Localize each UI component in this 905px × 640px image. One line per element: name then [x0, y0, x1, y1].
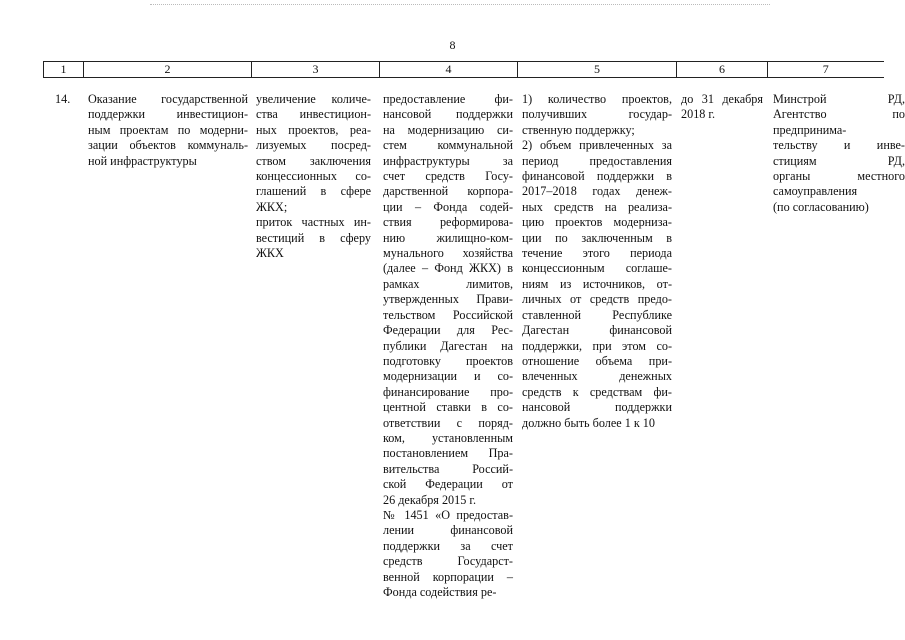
cell-line: тельству и инве- — [773, 138, 905, 153]
cell-line: ции – Фонда содей- — [383, 199, 513, 214]
cell-line: получивших государ- — [522, 107, 672, 122]
cell-line: лении финансовой — [383, 523, 513, 538]
cell-line: венной корпорации – — [383, 569, 513, 584]
cell-line: дарственной корпора- — [383, 184, 513, 199]
cell-line: (по согласованию) — [773, 199, 869, 214]
cell-line: Дагестан финансовой — [522, 323, 672, 338]
cell-line: 2) объем привлеченных за — [522, 138, 672, 153]
cell-line: должно быть более 1 к 10 — [522, 415, 655, 430]
page-number: 8 — [449, 38, 456, 52]
cell-line: поддержки инвестицион- — [88, 107, 248, 122]
cell-line: средств Государст- — [383, 554, 513, 569]
header-cell-4: 4 — [380, 62, 518, 78]
cell-line: течение этого периода — [522, 246, 672, 261]
cell-line: ством заключения — [256, 153, 371, 168]
cell-line: нансовой поддержки — [522, 400, 672, 415]
header-cell-7: 7 — [768, 62, 884, 78]
cell-line: вестиций в сферу — [256, 230, 371, 245]
cell-line: ства инвестицион- — [256, 107, 371, 122]
cell-line: предпринима- — [773, 122, 847, 137]
cell-line: модернизации и со- — [383, 369, 513, 384]
cell-line: вительства Россий- — [383, 461, 513, 476]
cell-line: (далее – Фонд ЖКХ) в — [383, 261, 513, 276]
cell-line: влеченных денежных — [522, 369, 672, 384]
cell-line: ЖКХ — [256, 246, 284, 261]
cell-line: Фонда содействия ре- — [383, 585, 497, 599]
indicator-cell — [522, 92, 672, 431]
cell-line: концессионных со- — [256, 169, 371, 184]
cell-line: ных проектов, реа- — [256, 122, 371, 137]
deadline-cell — [681, 92, 763, 123]
cell-line: ной инфраструктуры — [88, 153, 197, 168]
cell-line: мунального хозяйства — [383, 246, 513, 261]
cell-line: органы местного — [773, 169, 905, 184]
cell-line: 26 декабря 2015 г. — [383, 492, 477, 507]
cell-line: стициям РД, — [773, 153, 905, 168]
cell-line: на модернизацию си- — [383, 122, 513, 137]
cell-line: цию проектов модерниза- — [522, 215, 672, 230]
cell-line: личных от средств предо- — [522, 292, 672, 307]
cell-line: рамках лимитов, — [383, 276, 513, 291]
cell-line: увеличение количе- — [256, 92, 371, 106]
cell-line: поддержки, при этом со- — [522, 338, 672, 353]
cell-line: отношение объема при- — [522, 353, 672, 368]
cell-line: подготовку проектов — [383, 353, 513, 368]
measure-name-cell — [88, 92, 248, 169]
cell-line: утвержденных Прави- — [383, 292, 513, 307]
cell-line: нансовой поддержки — [383, 107, 513, 122]
cell-line: ком, установленным — [383, 430, 513, 445]
cell-line: Агентство по — [773, 107, 905, 122]
cell-line: 1) количество проектов, — [522, 92, 672, 106]
cell-line: ЖКХ; — [256, 199, 288, 214]
mechanism-cell — [383, 92, 513, 600]
expected-result-cell — [256, 92, 371, 261]
cell-line: постановлением Пра- — [383, 446, 513, 461]
cell-line: ниям из источников, от- — [522, 276, 672, 291]
cell-line: предоставление фи- — [383, 92, 513, 106]
cell-line: Минстрой РД, — [773, 92, 905, 106]
cell-line: ции по заключенным в — [522, 230, 672, 245]
responsible-cell — [773, 92, 905, 215]
cell-line: инфраструктуры за — [383, 153, 513, 168]
cell-line: ответствии с поряд- — [383, 415, 513, 430]
cell-line: глашений в сфере — [256, 184, 371, 199]
row-number: 14. — [55, 92, 71, 106]
cell-line: ской Федерации от — [383, 477, 513, 492]
header-cell-3: 3 — [252, 62, 380, 78]
cell-line: центной ставки в со- — [383, 400, 513, 415]
cell-line: самоуправления — [773, 184, 858, 199]
cell-line: № 1451 «О предостав- — [383, 507, 513, 522]
column-number-header — [43, 61, 884, 78]
cell-line: ным проектам по модерни- — [88, 122, 248, 137]
cell-line: поддержки за счет — [383, 538, 513, 553]
cell-line: счет средств Госу- — [383, 169, 513, 184]
cell-line: ных средств на реализа- — [522, 199, 672, 214]
cell-line: концессионным соглаше- — [522, 261, 672, 276]
cell-line: 2018 г. — [681, 107, 716, 122]
cell-line: период предоставления — [522, 153, 672, 168]
scan-artifact-line — [150, 4, 770, 6]
cell-line: публики Дагестан на — [383, 338, 513, 353]
cell-line: лизуемых посред- — [256, 138, 371, 153]
cell-line: нию жилищно-ком- — [383, 230, 513, 245]
cell-line: приток частных ин- — [256, 215, 371, 230]
cell-line: стем коммунальной — [383, 138, 513, 153]
cell-line: до 31 декабря — [681, 92, 763, 106]
cell-line: Оказание государственной — [88, 92, 248, 106]
cell-line: финансирование про- — [383, 384, 513, 399]
header-cell-6: 6 — [677, 62, 768, 78]
cell-line: тельством Российской — [383, 307, 513, 322]
cell-line: средств к средствам фи- — [522, 384, 672, 399]
header-cell-2: 2 — [84, 62, 252, 78]
cell-line: ственную поддержку; — [522, 122, 635, 137]
cell-line: зации объектов коммуналь- — [88, 138, 248, 153]
cell-line: финансовой поддержки в — [522, 169, 672, 184]
header-cell-5: 5 — [518, 62, 677, 78]
header-cell-1: 1 — [44, 62, 84, 78]
cell-line: Федерации для Рес- — [383, 323, 513, 338]
cell-line: 2017–2018 годах денеж- — [522, 184, 672, 199]
cell-line: ствия реформирова- — [383, 215, 513, 230]
cell-line: ставленной Республике — [522, 307, 672, 322]
